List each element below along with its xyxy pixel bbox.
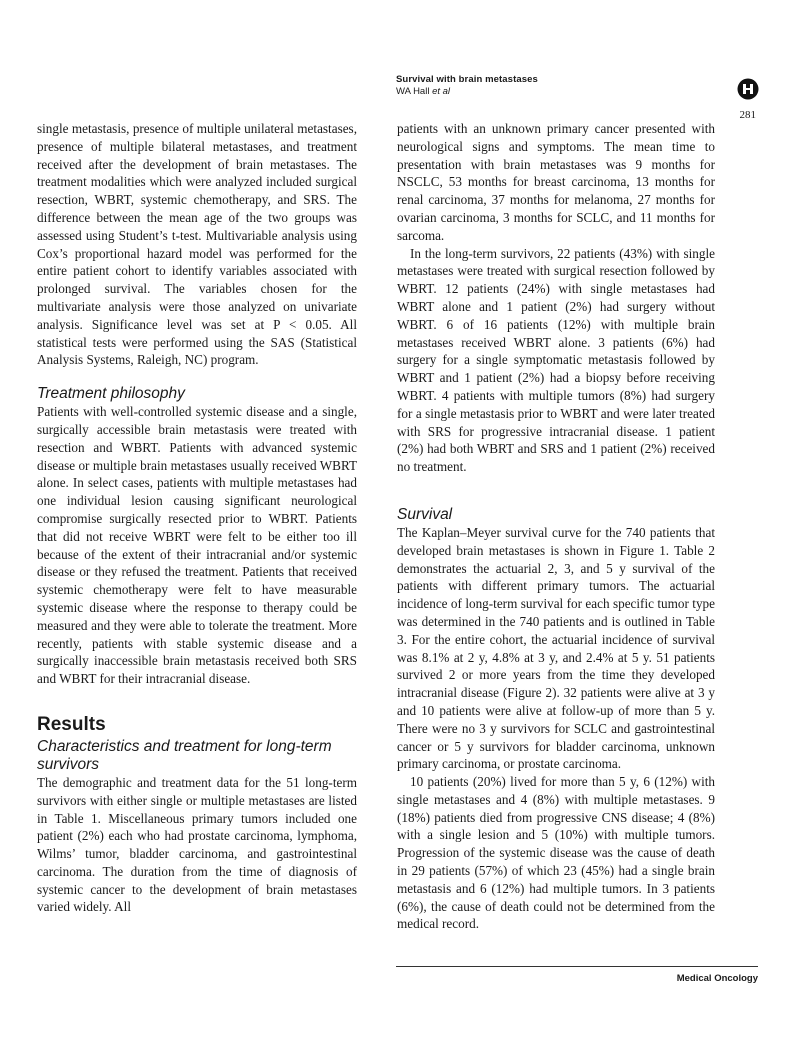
running-title: Survival with brain metastases	[396, 74, 538, 85]
page-number: 281	[739, 109, 756, 121]
authors-name: WA Hall	[396, 86, 433, 97]
running-authors	[396, 86, 450, 97]
treatment-paragraph: Patients with well-controlled systemic disease and a single, surgically accessible brain metastasis were treated with resection and WBRT. Patients with advanced systemic disease or multiple brain metastases usually received WBRT alone. In select cases, patients with multiple metastases had one individual lesion causing significant neurological compromise surgically resected prior to WBRT. Patients that did not receive WBRT were felt to be either too ill because of the extent of their intracranial and/or systemic disease or they refused the treatment. Patients that received systemic chemotherapy were felt to have measurable systemic disease where the response to therapy could be measured and they were able to tolerate the treatment. More recently, patients with stable systemic disease and a surgically inaccessible brain metastasis received both SRS and WBRT for their intracranial disease.	[37, 404, 357, 687]
right-column	[397, 120, 715, 933]
methods-paragraph: single metastasis, presence of multiple unilateral metastases, presence of multiple bilateral metastases, and treatment received after the development of brain metastases. The treatment modalities which were analyzed included surgical resection, WBRT, systemic chemotherapy, and SRS. The difference between the mean age of the two groups was assessed using Student’s t-test. Multivariable analysis using Cox’s proportional hazard model was performed for the entire patient cohort to identify variables associated with prolonged survival. The variables chosen for the multivariate analysis were those analyzed on univariate analysis. Significance level was set at P < 0.05. All statistical tests were performed using the SAS (Statistical Analysis Systems, Raleigh, NC) program.	[37, 121, 357, 368]
survival-paragraph: The Kaplan–Meyer survival curve for the 740 patients that developed brain metastases is shown in Figure 1. Table 2 demonstrates the actuarial 2, 3, and 5 y survival of the patients with different primary tumors. The actuarial incidence of long-term survival for each specific tumor type was determined in the 740 patients and is outlined in Table 3. For the entire cohort, the actuarial incidence of survival was 8.1% at 2 y, 4.8% at 3 y, and 2.4% at 5 y. 51 patients survived 2 or more years from the time they developed intracranial disease (Figure 2). 32 patients were alive at 3 y and 10 patients were alive at follow-up of more than 5 y. There were no 3 y survivors for SCLC and gastrointestinal cancer or 5 y survivors for bladder carcinoma, unknown primary carcinoma, or prostate carcinoma.	[397, 524, 715, 772]
deaths-paragraph: 10 patients (20%) lived for more than 5 y, 6 (12%) with single metastases and 4 (8%) with multiple metastases. 9 (18%) patients died from progressive CNS disease; 4 (8%) with a single lesion and 5 (10%) with multiple tumors. Progression of the systemic disease was the cause of death in 29 patients (57%) of which 23 (45%) had a single brain metastasis and 6 (12%) had multiple tumors. In 3 patients (6%), the cause of death could not be determined from the medical record.	[397, 774, 715, 932]
footer-rule	[396, 966, 758, 967]
longterm-paragraph: In the long-term survivors, 22 patients (43%) with single metastases were treated with surgical resection followed by WBRT. 12 patients (24%) with single metastases had WBRT alone and 1 patient (2%) had surgery without WBRT. 6 of 16 patients (12%) with multiple brain metastases received WBRT alone. 3 patients (6%) had surgery for a single symptomatic metastasis followed by WBRT and 1 patient (2%) had a biopsy before receiving WBRT. 4 patients with multiple tumors (8%) had surgery for a single metastasis prior to WBRT and were later treated with SRS for progressive intracranial disease. 1 patient (2%) had both WBRT and SRS and 1 patient (2%) received no treatment.	[397, 245, 715, 475]
characteristics-heading: Characteristics and treatment for long-term survivors	[37, 737, 332, 773]
publisher-logo-icon	[737, 78, 759, 100]
treatment-philosophy-heading: Treatment philosophy	[37, 385, 185, 403]
presentation-paragraph: patients with an unknown primary cancer presented with neurological signs and symptoms. The mean time to presentation with brain metastases was 9 months for NSCLC, 53 months for breast carcinoma, 13 months for renal carcinoma, 37 months for melanoma, 27 months for ovarian carcinoma, 3 months for SCLC, and 11 months for sarcoma.	[397, 121, 715, 243]
characteristics-paragraph: The demographic and treatment data for the 51 long-term survivors with either single or multiple metastases are listed in Table 1. Miscellaneous primary tumors included one patient (2%) each who had prostate carcinoma, lymphoma, Wilms’ tumor, bladder carcinoma, and gastrointestinal carcinoma. The duration from the time of diagnosis of systemic cancer to the development of brain metastases varied widely. All	[37, 774, 357, 915]
journal-name: Medical Oncology	[676, 973, 758, 984]
results-heading: Results	[37, 713, 106, 735]
survival-heading: Survival	[397, 505, 453, 523]
authors-etal: et al	[432, 86, 451, 97]
left-column	[37, 120, 357, 916]
